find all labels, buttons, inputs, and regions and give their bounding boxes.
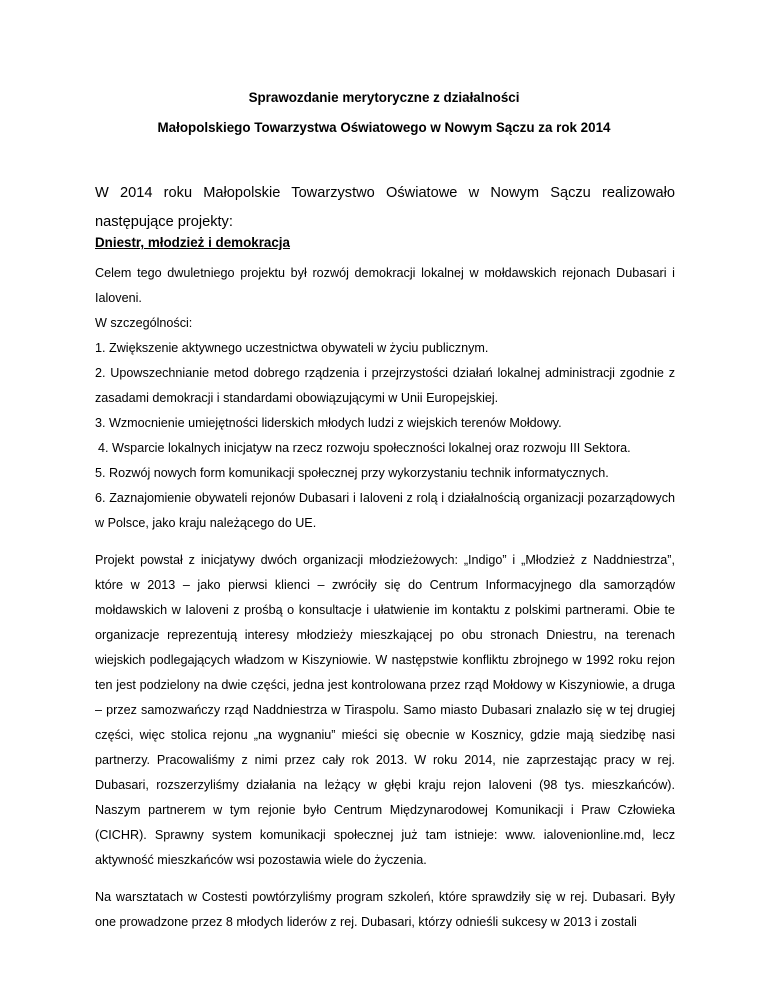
list-item: 6. Zaznajomienie obywateli rejonów Dubasari i Ialoveni z rolą i działalnością organizacji pozarządowych w Polsce, jako kraju należącego do UE. [95, 491, 675, 530]
project-paragraph: Projekt powstał z inicjatywy dwóch organizacji młodzieżowych: „Indigo” i „Młodzież z Naddniestrza”, które w 2013 – jako pierwsi klienci – zwróciły się do Centrum Informacyjnego dla samorządów mołdawskich w Ialoveni z prośbą o konsultacje i ułatwienie im kontaktu z polskimi partnerami. Obie te organizacje reprezentują interesy młodzieży mieszkającej po obu stronach Dniestru, na terenach wiejskich podlegających władzom w Kiszyniowie. W następstwie konfliktu zbrojnego w 1992 roku rejon ten jest podzielony na dwie części, jedna jest kontrolowana przez rząd Mołdowy w Kiszyniowie, a druga – przez samozwańczy rząd Naddniestrza w Tiraspolu. Samo miasto Dubasari znalazło się w tej drugiej części, więc stolica rejonu „na wygnaniu” mieści się obecnie w Kosznicy, gdzie mają siedzibę nasi partnerzy. Pracowaliśmy z nimi przez cały rok 2013. W roku 2014, nie zaprzestając pracy w rej. Dubasari, rozszerzyliśmy działania na leżący w głębi kraju rejon Ialoveni (98 tys. mieszkańców). Naszym partnerem w tym rejonie było Centrum Międzynarodowej Komunikacji i Praw Człowieka (CICHR). Sprawny system komunikacji społecznej już tam istnieje: www. ialovenionline.md, lecz aktywność mieszkańców wsi pozostawia wiele do życzenia. [95, 553, 675, 867]
list-item: 1. Zwiększenie aktywnego uczestnictwa obywateli w życiu publicznym. [95, 341, 489, 355]
section-body [95, 261, 675, 935]
workshop-paragraph: Na warsztatach w Costesti powtórzyliśmy program szkoleń, które sprawdziły się w rej. Dubasari. Były one prowadzone przez 8 młodych liderów z rej. Dubasari, którzy odnieśli sukcesy w 2013 i zostali [95, 890, 675, 929]
intro-paragraph: W 2014 roku Małopolskie Towarzystwo Oświatowe w Nowym Sączu realizowało następujące projekty: [95, 185, 675, 230]
goal-paragraph: Celem tego dwuletniego projektu był rozwój demokracji lokalnej w mołdawskich rejonach Dubasari i Ialoveni. [95, 266, 675, 305]
report-subtitle: Małopolskiego Towarzystwa Oświatowego w Nowym Sączu za rok 2014 [157, 120, 611, 135]
list-item: 2. Upowszechnianie metod dobrego rządzenia i przejrzystości działań lokalnej administracji zgodnie z zasadami demokracji i standardami obowiązującymi w Unii Europejskiej. [95, 366, 675, 405]
details-label: W szczególności: [95, 316, 193, 330]
list-item: 3. Wzmocnienie umiejętności liderskich młodych ludzi z wiejskich terenów Mołdowy. [95, 416, 562, 430]
section-heading: Dniestr, młodzież i demokracja [95, 235, 290, 250]
list-item: 5. Rozwój nowych form komunikacji społecznej przy wykorzystaniu technik informatycznych. [95, 466, 609, 480]
list-item: 4. Wsparcie lokalnych inicjatyw na rzecz rozwoju społeczności lokalnej oraz rozwoju III Sektora. [98, 441, 631, 455]
report-title: Sprawozdanie merytoryczne z działalności [248, 90, 520, 105]
